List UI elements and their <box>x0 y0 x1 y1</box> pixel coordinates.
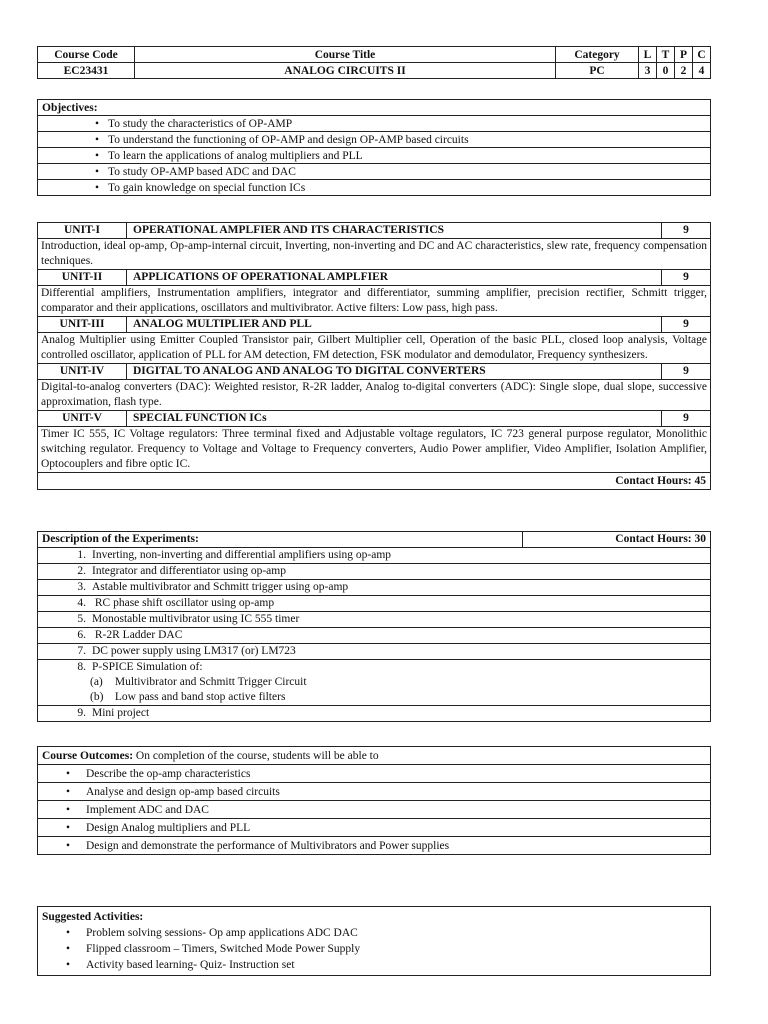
unit-code: UNIT-IV <box>38 364 127 380</box>
unit-content: Timer IC 555, IC Voltage regulators: Three terminal fixed and Adjustable voltage regulators, IC 723 general purpose regulator, Monolithic switching regulator. Frequency to Voltage and Voltage to Frequency converters, Audio Power amplifier, Video Amplifier, Isolation Amplifier, Optocouplers and fibre optic IC. <box>38 427 711 473</box>
unit-hours: 9 <box>662 317 711 333</box>
outcome-text: Describe the op-amp characteristics <box>86 767 251 780</box>
bullet-icon: • <box>65 839 71 852</box>
unit-title: ANALOG MULTIPLIER AND PLL <box>127 317 662 333</box>
experiment-text: Monostable multivibrator using IC 555 timer <box>92 613 300 625</box>
experiment-subitem <box>42 690 285 705</box>
experiment-number: 1. <box>77 549 86 561</box>
objective-text: To study the characteristics of OP-AMP <box>108 117 293 130</box>
header-label-row <box>38 47 711 63</box>
bullet-icon: • <box>65 785 71 798</box>
experiment-item <box>38 580 711 596</box>
unit-content: Introduction, ideal op-amp, Op-amp-internal circuit, Inverting, non-inverting and DC and AC characteristics, slew rate, frequency compensation techniques. <box>38 239 711 270</box>
unit-hours: 9 <box>662 364 711 380</box>
course-title: ANALOG CIRCUITS II <box>135 63 556 79</box>
bullet-icon: • <box>65 803 71 816</box>
outcome-item <box>38 837 711 855</box>
suggested-text: Activity based learning- Quiz- Instruction set <box>86 959 295 971</box>
objective-item <box>38 116 711 132</box>
t-value: 0 <box>657 63 675 79</box>
experiment-text: Inverting, non-inverting and differential amplifiers using op-amp <box>92 549 392 561</box>
c-value: 4 <box>693 63 711 79</box>
outcomes-heading-bold: Course Outcomes: <box>42 749 134 762</box>
objective-text: To study OP-AMP based ADC and DAC <box>108 165 296 178</box>
experiment-text: Integrator and differentiator using op-amp <box>92 565 286 577</box>
p-value: 2 <box>675 63 693 79</box>
outcome-text: Analyse and design op-amp based circuits <box>86 785 280 798</box>
unit-title: SPECIAL FUNCTION ICs <box>127 411 662 427</box>
suggested-text: Flipped classroom – Timers, Switched Mode Power Supply <box>86 943 361 955</box>
unit-code: UNIT-V <box>38 411 127 427</box>
outcome-item <box>38 765 711 783</box>
unit-hours: 9 <box>662 223 711 239</box>
experiment-number: 7. <box>77 645 86 657</box>
suggested-activities-table <box>37 906 711 976</box>
suggested-item <box>42 925 706 941</box>
objective-item <box>38 148 711 164</box>
objectives-heading: Objectives: <box>38 100 711 116</box>
bullet-icon: • <box>94 149 100 162</box>
outcome-text: Design and demonstrate the performance of Multivibrators and Power supplies <box>86 839 450 852</box>
suggested-heading: Suggested Activities: <box>42 911 144 923</box>
outcome-text: Implement ADC and DAC <box>86 803 209 816</box>
unit-content: Digital-to-analog converters (DAC): Weighted resistor, R-2R ladder, Analog to-digital converters (ADC): Single slope, dual slope, successive approximation, flash type. <box>38 380 711 411</box>
outcomes-heading <box>38 747 711 765</box>
unit-title: OPERATIONAL AMPLFIER AND ITS CHARACTERISTICS <box>127 223 662 239</box>
experiment-text: R-2R Ladder DAC <box>92 629 183 641</box>
unit-hours: 9 <box>662 270 711 286</box>
unit-hours: 9 <box>662 411 711 427</box>
bullet-icon: • <box>65 943 71 955</box>
suggested-item <box>42 957 706 973</box>
header-value-row <box>38 63 711 79</box>
experiment-number: 8. <box>77 661 86 673</box>
unit-title: DIGITAL TO ANALOG AND ANALOG TO DIGITAL CONVERTERS <box>127 364 662 380</box>
course-code-label: Course Code <box>38 47 135 63</box>
units-table <box>37 222 711 490</box>
bullet-icon: • <box>94 165 100 178</box>
experiment-item <box>38 628 711 644</box>
experiment-item <box>38 644 711 660</box>
category: PC <box>556 63 639 79</box>
experiment-item <box>38 564 711 580</box>
experiments-header-row <box>38 532 711 548</box>
experiment-item <box>38 706 711 722</box>
category-label: Category <box>556 47 639 63</box>
bullet-icon: • <box>65 821 71 834</box>
experiment-text: Mini project <box>92 707 150 719</box>
unit-header-row <box>38 411 711 427</box>
subitem-text: Low pass and band stop active filters <box>114 691 286 703</box>
outcome-text: Design Analog multipliers and PLL <box>86 821 251 834</box>
experiment-item <box>38 548 711 564</box>
l-label: L <box>639 47 657 63</box>
experiment-number: 9. <box>77 707 86 719</box>
subitem-label: (b) <box>90 691 104 703</box>
c-label: C <box>693 47 711 63</box>
unit-content: Analog Multiplier using Emitter Coupled Transistor pair, Gilbert Multiplier cell, Operation of the basic PLL, closed loop analysis, Voltage controlled oscillator, application of PLL for AM detection, FM detection, FSK modulator and demodulator, Frequency synthesizers. <box>38 333 711 364</box>
objectives-table <box>37 99 711 196</box>
suggested-activities-cell <box>38 907 711 976</box>
objective-text: To gain knowledge on special function ICs <box>108 181 306 194</box>
t-label: T <box>657 47 675 63</box>
unit-header-row <box>38 270 711 286</box>
experiment-number: 6. <box>77 629 86 641</box>
unit-content: Differential amplifiers, Instrumentation amplifiers, integrator and differentiator, summing amplifier, precision rectifier, Schmitt trigger, comparator and their applications, oscillators and multivibrator. Active filters: Low pass, high pass. <box>38 286 711 317</box>
course-code: EC23431 <box>38 63 135 79</box>
bullet-icon: • <box>94 181 100 194</box>
experiment-text: DC power supply using LM317 (or) LM723 <box>92 645 296 657</box>
experiment-item <box>38 612 711 628</box>
experiments-heading: Description of the Experiments: <box>38 532 523 548</box>
unit-code: UNIT-II <box>38 270 127 286</box>
objective-text: To learn the applications of analog multipliers and PLL <box>108 149 363 162</box>
bullet-icon: • <box>65 927 71 939</box>
course-header-table <box>37 46 711 79</box>
subitem-label: (a) <box>90 676 103 688</box>
unit-header-row <box>38 364 711 380</box>
suggested-item <box>42 941 706 957</box>
objective-item <box>38 132 711 148</box>
experiment-item <box>38 660 711 706</box>
suggested-text: Problem solving sessions- Op amp applications ADC DAC <box>86 927 358 939</box>
p-label: P <box>675 47 693 63</box>
experiments-contact-hours: Contact Hours: 30 <box>523 532 711 548</box>
experiment-text: RC phase shift oscillator using op-amp <box>92 597 275 609</box>
bullet-icon: • <box>65 959 71 971</box>
outcome-item <box>38 783 711 801</box>
experiment-item <box>38 596 711 612</box>
experiment-number: 3. <box>77 581 86 593</box>
course-title-label: Course Title <box>135 47 556 63</box>
experiment-text: Astable multivibrator and Schmitt trigger using op-amp <box>92 581 349 593</box>
experiments-table <box>37 531 711 722</box>
outcome-item <box>38 801 711 819</box>
experiment-text: P-SPICE Simulation of: <box>92 661 203 673</box>
unit-code: UNIT-III <box>38 317 127 333</box>
outcomes-table <box>37 746 711 855</box>
subitem-text: Multivibrator and Schmitt Trigger Circuit <box>114 676 307 688</box>
experiment-number: 5. <box>77 613 86 625</box>
contact-hours-theory: Contact Hours: 45 <box>38 473 711 490</box>
l-value: 3 <box>639 63 657 79</box>
objective-item <box>38 180 711 196</box>
experiment-subitem <box>42 675 307 690</box>
unit-title: APPLICATIONS OF OPERATIONAL AMPLFIER <box>127 270 662 286</box>
unit-code: UNIT-I <box>38 223 127 239</box>
bullet-icon: • <box>94 133 100 146</box>
objective-text: To understand the functioning of OP-AMP and design OP-AMP based circuits <box>108 133 469 146</box>
outcomes-heading-rest: On completion of the course, students will be able to <box>133 749 379 762</box>
experiment-number: 4. <box>77 597 86 609</box>
unit-header-row <box>38 223 711 239</box>
unit-header-row <box>38 317 711 333</box>
objective-item <box>38 164 711 180</box>
bullet-icon: • <box>65 767 71 780</box>
experiment-number: 2. <box>77 565 86 577</box>
outcome-item <box>38 819 711 837</box>
bullet-icon: • <box>94 117 100 130</box>
